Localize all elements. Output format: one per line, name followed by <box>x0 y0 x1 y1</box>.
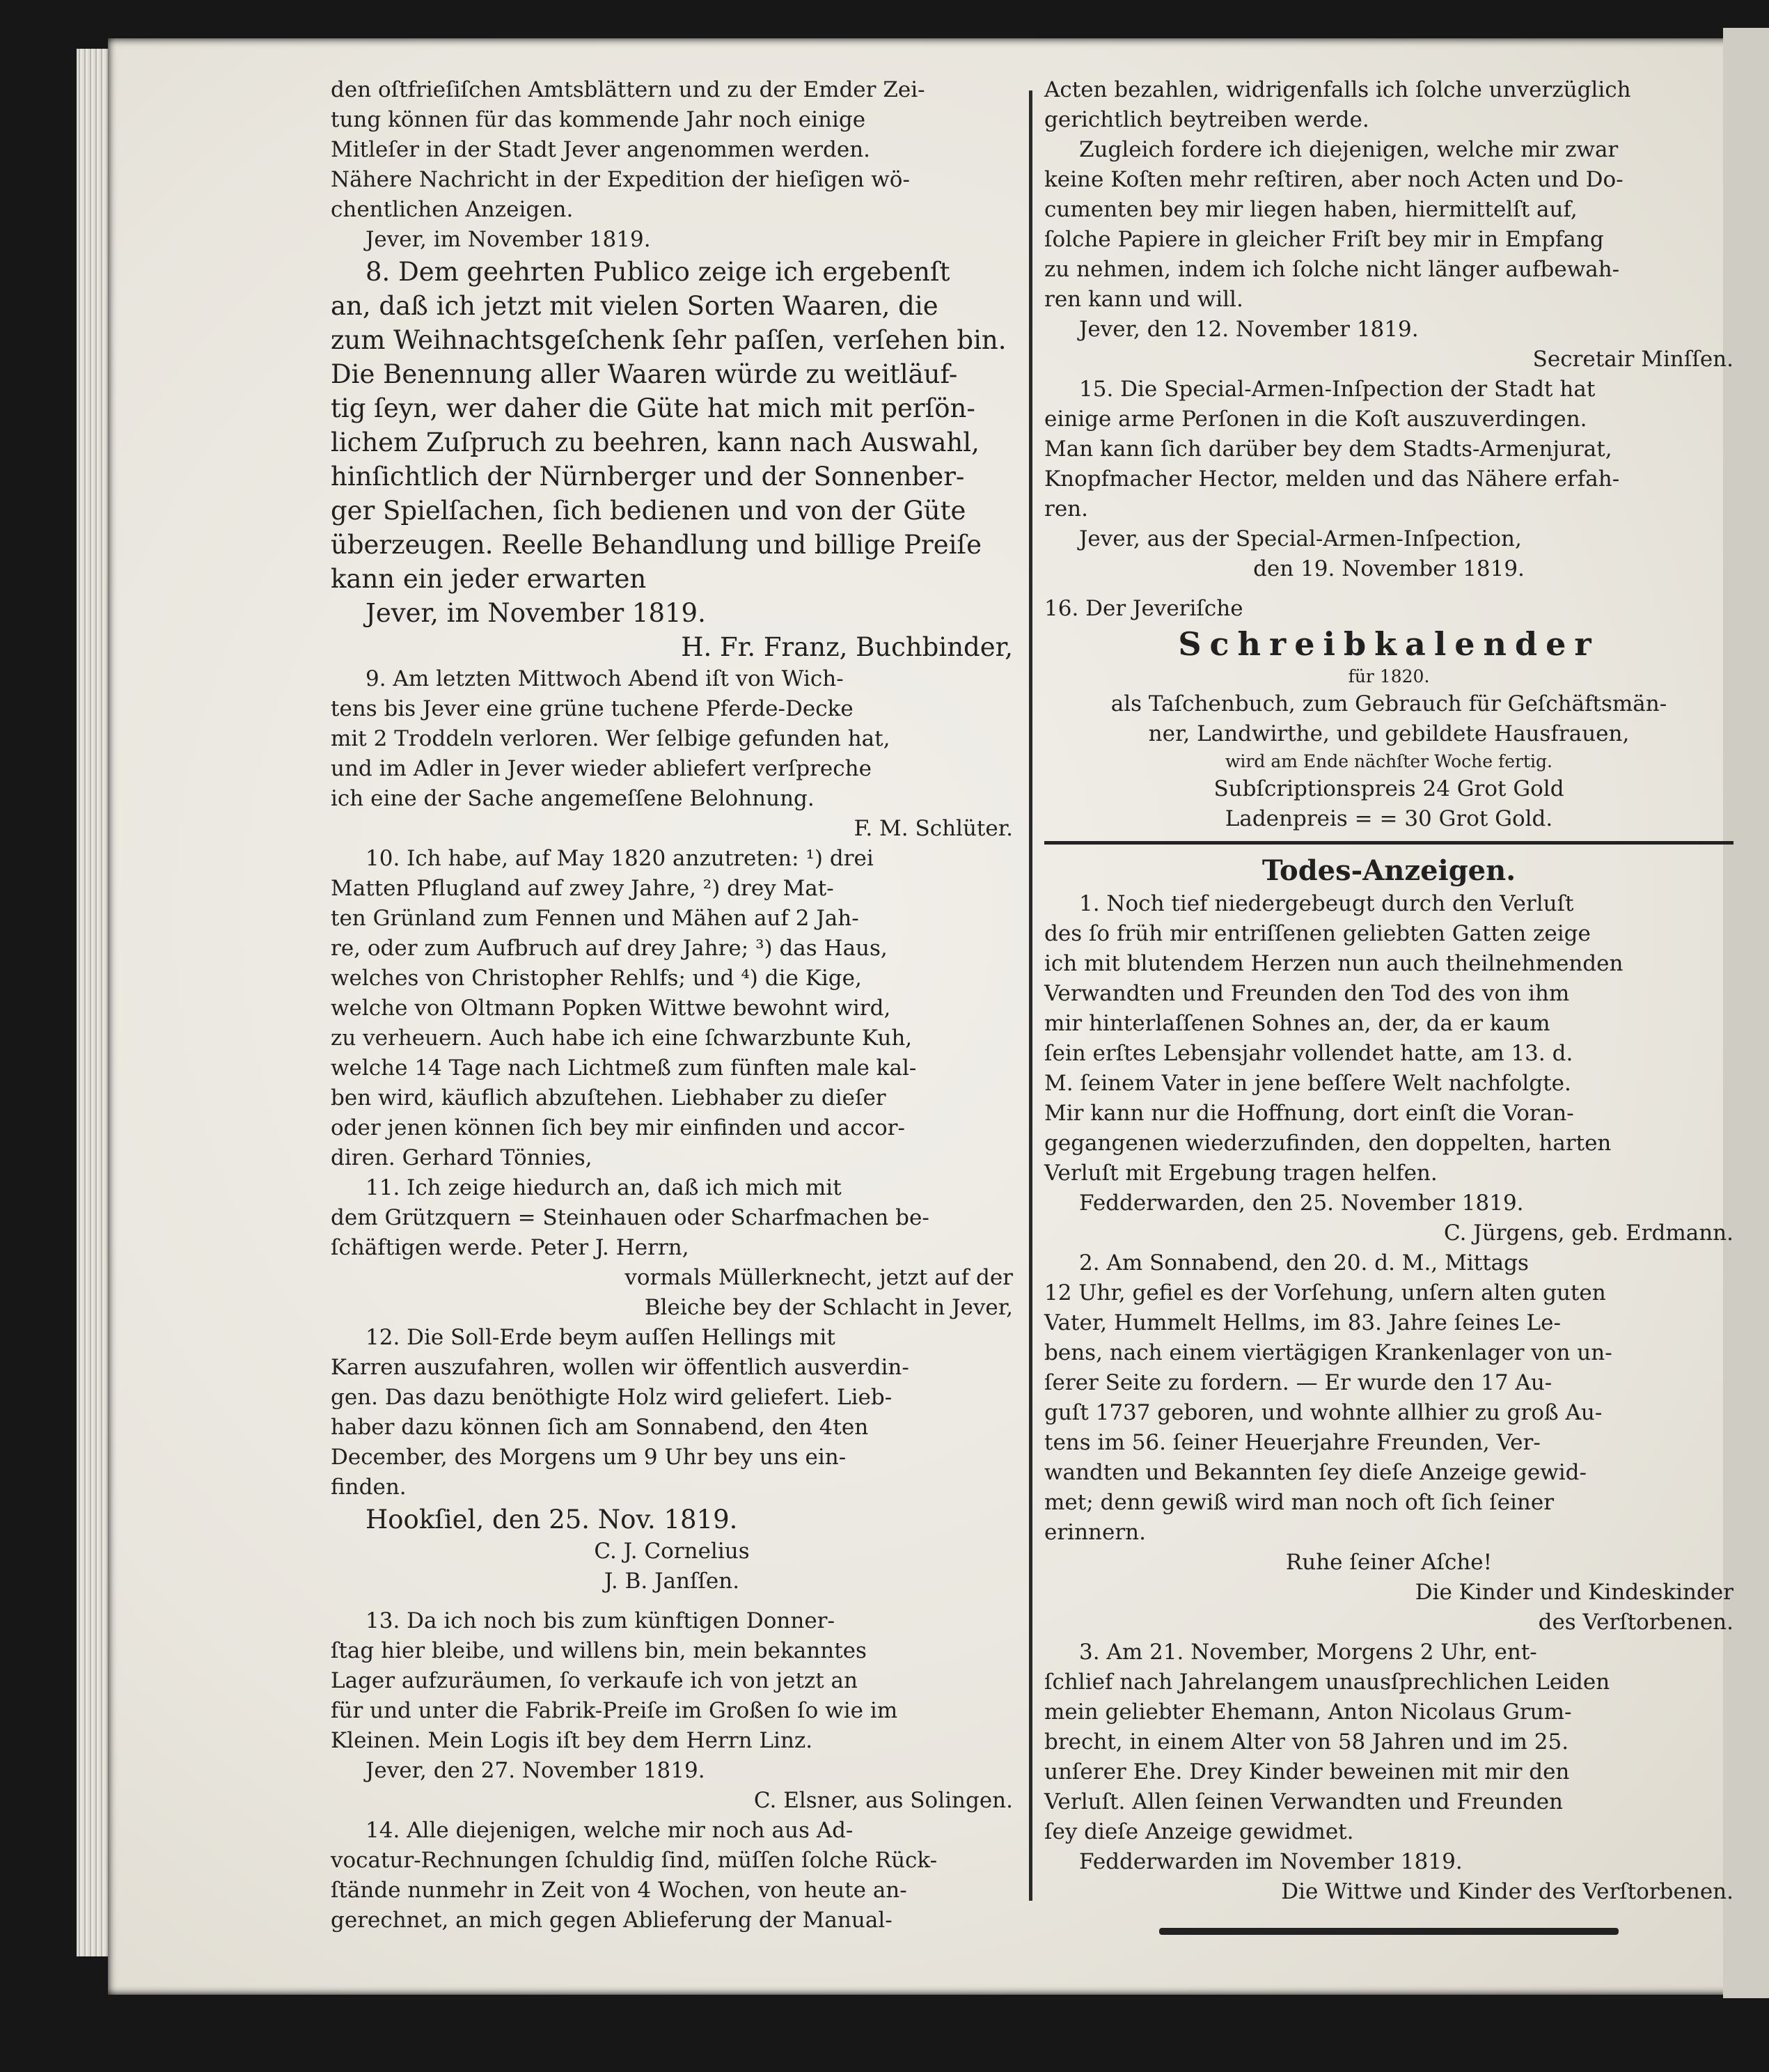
right-column-line: ſey dieſe Anzeige gewidmet. <box>1044 1819 1354 1844</box>
right-column-line: des Verſtorbenen. <box>1538 1610 1733 1635</box>
left-column-line: gen. Das dazu benöthigte Holz wird geliefert. Lieb- <box>331 1385 893 1410</box>
left-column-line: ger Spielſachen, ſich bedienen und von der Güte <box>331 496 966 526</box>
right-column-line: Die Wittwe und Kinder des Verſtorbenen. <box>1281 1879 1733 1904</box>
left-column-line: diren. Gerhard Tönnies, <box>331 1145 592 1170</box>
left-column-line: 13. Da ich noch bis zum künftigen Donner- <box>365 1608 835 1633</box>
right-column-line: zu nehmen, indem ich ſolche nicht länger aufbewah- <box>1044 257 1620 282</box>
left-column-line: ſchäftigen werde. Peter J. Herrn, <box>331 1235 689 1260</box>
right-column-line: Todes-Anzeigen. <box>1261 854 1516 887</box>
right-column-line: Schreibkalender <box>1178 625 1600 663</box>
left-column-line: finden. <box>331 1475 407 1500</box>
left-column-line: 9. Am letzten Mittwoch Abend iſt von Wich- <box>365 666 844 691</box>
right-column-line: 12 Uhr, gefiel es der Vorſehung, unſern alten guten <box>1044 1280 1606 1305</box>
right-column-line: Jever, aus der Special-Armen-Inſpection, <box>1079 526 1522 551</box>
left-column-line: Hookſiel, den 25. Nov. 1819. <box>365 1505 738 1535</box>
left-column <box>331 75 1013 1936</box>
left-column-line: lichem Zuſpruch zu beehren, kann nach Auswahl, <box>331 427 980 457</box>
right-column-line: wandten und Bekannten ſey dieſe Anzeige gewid- <box>1044 1460 1587 1485</box>
left-column-line: ten Grünland zum Fennen und Mähen auf 2 Jah- <box>331 906 859 931</box>
right-column-line: met; denn gewiß wird man noch oft ſich ſeiner <box>1044 1490 1555 1515</box>
left-column-line: mit 2 Troddeln verloren. Wer ſelbige gefunden hat, <box>331 726 890 751</box>
right-column-line: C. Jürgens, geb. Erdmann. <box>1443 1221 1733 1246</box>
left-column-line: Lager aufzuräumen, ſo verkaufe ich von jetzt an <box>331 1668 858 1693</box>
left-column-line: Karren auszufahren, wollen wir öffentlich ausverdin- <box>331 1355 909 1380</box>
right-column-line: einige arme Perſonen in die Koſt auszuverdingen. <box>1044 407 1587 432</box>
left-column-line: Kleinen. Mein Logis iſt bey dem Herrn Linz. <box>331 1728 813 1753</box>
right-column-line: gegangenen wiederzufinden, den doppelten, harten <box>1044 1131 1612 1156</box>
right-column-line: Secretair Minſſen. <box>1532 347 1733 372</box>
right-column-line: Fedderwarden, den 25. November 1819. <box>1079 1191 1524 1216</box>
left-column-line: den oſtfrieſiſchen Amtsblättern und zu der Emder Zei- <box>331 77 925 102</box>
right-column-line: Verwandten und Freunden den Tod des von ihm <box>1044 981 1570 1006</box>
left-column-line: Jever, im November 1819. <box>365 598 706 628</box>
left-column-line: überzeugen. Reelle Behandlung und billige Preiſe <box>331 530 982 560</box>
right-column-line: cumenten bey mir liegen haben, hiermittelſt auf, <box>1044 197 1578 222</box>
right-column-line: M. ſeinem Vater in jene beſſere Welt nachfolgte. <box>1044 1071 1571 1096</box>
left-column-line: zu verheuern. Auch habe ich eine ſchwarzbunte Kuh, <box>331 1026 913 1051</box>
left-column-line: Jever, den 27. November 1819. <box>365 1758 705 1783</box>
left-column-line: re, oder zum Aufbruch auf drey Jahre; ³) das Haus, <box>331 936 888 961</box>
left-column-line: tig ſeyn, wer daher die Güte hat mich mit perſön- <box>331 393 975 423</box>
right-column-line: gerichtlich beytreiben werde. <box>1044 107 1369 132</box>
right-column-line: ſchlief nach Jahrelangem unausſprechlichen Leiden <box>1044 1670 1610 1695</box>
right-column-line: 15. Die Special-Armen-Inſpection der Stadt hat <box>1079 377 1596 402</box>
left-column-line: 10. Ich habe, auf May 1820 anzutreten: ¹) drei <box>365 846 874 871</box>
left-column-line: December, des Morgens um 9 Uhr bey uns ein- <box>331 1445 847 1470</box>
right-column-line: Zugleich fordere ich diejenigen, welche mir zwar <box>1079 137 1619 162</box>
right-column-line: Man kann ſich darüber bey dem Stadts-Armenjurat, <box>1044 437 1612 462</box>
left-column-line: vocatur-Rechnungen ſchuldig ſind, müſſen ſolche Rück- <box>331 1848 938 1873</box>
right-column-line: des ſo früh mir entriſſenen geliebten Gatten zeige <box>1044 921 1591 946</box>
left-column-line: 8. Dem geehrten Publico zeige ich ergebenſt <box>365 257 950 287</box>
left-column-line: H. Fr. Franz, Buchbinder, <box>681 632 1013 662</box>
left-column-line: F. M. Schlüter. <box>854 816 1013 841</box>
right-column-line: wird am Ende nächſter Woche fertig. <box>1225 751 1552 771</box>
left-column-line: Jever, im November 1819. <box>365 227 651 252</box>
left-column-line: ich eine der Sache angemeſſene Belohnung. <box>331 786 815 811</box>
right-column-line: Acten bezahlen, widrigenfalls ich ſolche unverzüglich <box>1044 77 1631 102</box>
left-column-line: Bleiche bey der Schlacht in Jever, <box>644 1295 1013 1320</box>
right-column-line: 16. Der Jeveriſche <box>1044 596 1243 621</box>
left-column-line: C. J. Cornelius <box>594 1539 750 1564</box>
right-column-line: für 1820. <box>1348 666 1430 686</box>
right-column-line: Mir kann nur die Hoffnung, dort einſt die Voran- <box>1044 1101 1574 1126</box>
left-column-line: welche von Oltmann Popken Wittwe bewohnt wird, <box>331 996 891 1021</box>
right-column-line: brecht, in einem Alter von 58 Jahren und im 25. <box>1044 1729 1569 1755</box>
right-column-line: ſerer Seite zu fordern. — Er wurde den 17 Au- <box>1044 1370 1552 1395</box>
right-column-line: guſt 1737 geboren, und wohnte allhier zu groß Au- <box>1044 1400 1603 1425</box>
right-column-line: Vater, Hummelt Hellms, im 83. Jahre ſeines Le- <box>1044 1310 1561 1335</box>
right-column-line: ſolche Papiere in gleicher Friſt bey mir in Empfang <box>1044 227 1604 252</box>
left-column-line: ben wird, käuflich abzuſtehen. Liebhaber zu dieſer <box>331 1085 886 1110</box>
left-column-line: für und unter die Fabrik-Preiſe im Großen ſo wie im <box>331 1698 898 1723</box>
left-column-line: J. B. Janſſen. <box>604 1569 740 1594</box>
right-column-line: mir hinterlaſſenen Sohnes an, der, da er kaum <box>1044 1011 1550 1036</box>
left-column-line: oder jenen können ſich bey mir einfinden und accor- <box>331 1115 905 1140</box>
right-column-line <box>1159 1928 1619 1935</box>
right-column-line: mein geliebter Ehemann, Anton Nicolaus Grum- <box>1044 1700 1572 1725</box>
left-column-line: chentlichen Anzeigen. <box>331 197 574 222</box>
right-column-line: ren. <box>1044 496 1088 521</box>
left-column-line: hinſichtlich der Nürnberger und der Sonnenber- <box>331 462 965 492</box>
right-column-line: Subſcriptionspreis 24 Grot Gold <box>1213 776 1564 801</box>
right-column-line: Verluſt. Allen ſeinen Verwandten und Freunden <box>1044 1789 1564 1814</box>
left-column-line: zum Weihnachtsgeſchenk ſehr paſſen, verſehen bin. <box>331 325 1007 355</box>
right-column-line: 3. Am 21. November, Morgens 2 Uhr, ent- <box>1079 1640 1537 1665</box>
left-column-line: und im Adler in Jever wieder abliefert verſpreche <box>331 756 872 781</box>
right-column-line: tens im 56. ſeiner Heuerjahre Freunden, Ver- <box>1044 1430 1541 1455</box>
right-column-line: erinnern. <box>1044 1520 1146 1545</box>
left-column-line: C. Elsner, aus Solingen. <box>753 1788 1013 1813</box>
left-column-line: 11. Ich zeige hiedurch an, daß ich mich mit <box>365 1175 842 1200</box>
column-divider <box>1029 91 1032 1901</box>
left-column-line: gerechnet, an mich gegen Ablieferung der Manual- <box>331 1908 893 1933</box>
left-column-line <box>331 1596 1013 1606</box>
right-column-line: ren kann und will. <box>1044 287 1243 312</box>
left-column-line: kann ein jeder erwarten <box>331 564 647 594</box>
left-column-line: dem Grützquern = Steinhauen oder Scharfmachen be- <box>331 1205 929 1230</box>
right-column-line: 2. Am Sonnabend, den 20. d. M., Mittags <box>1079 1250 1529 1276</box>
right-column-line <box>1044 584 1733 594</box>
left-column-line: welches von Christopher Rehlfs; und ⁴) die Kige, <box>331 966 862 991</box>
left-column-line: 12. Die Soll-Erde beym auſſen Hellings mit <box>365 1325 835 1350</box>
left-column-line: tens bis Jever eine grüne tuchene Pferde-Decke <box>331 696 854 721</box>
left-column-line: Nähere Nachricht in der Expedition der hieſigen wö- <box>331 167 910 192</box>
left-column-line: 14. Alle diejenigen, welche mir noch aus Ad- <box>365 1818 854 1843</box>
right-column-line <box>1044 841 1733 845</box>
right-column-line: bens, nach einem viertägigen Krankenlager von un- <box>1044 1340 1612 1365</box>
left-column-line: tung können für das kommende Jahr noch einige <box>331 107 866 132</box>
right-column-line: keine Koſten mehr reſtiren, aber noch Acten und Do- <box>1044 167 1623 192</box>
right-column-line: Ladenpreis = = 30 Grot Gold. <box>1225 806 1553 831</box>
right-column-line: Ruhe ſeiner Aſche! <box>1285 1550 1493 1575</box>
right-column-line: Die Kinder und Kindeskinder <box>1415 1580 1733 1605</box>
left-column-line: an, daß ich jetzt mit vielen Sorten Waaren, die <box>331 291 938 321</box>
right-column-line: unſerer Ehe. Drey Kinder beweinen mit mir den <box>1044 1759 1570 1784</box>
right-column-line: Knopfmacher Hector, melden und das Nähere erfah- <box>1044 466 1620 492</box>
right-column-line: Verluſt mit Ergebung tragen helfen. <box>1044 1161 1438 1186</box>
right-column-line: 1. Noch tief niedergebeugt durch den Verluſt <box>1079 891 1574 916</box>
right-column-line: ſein erſtes Lebensjahr vollendet hatte, am 13. d. <box>1044 1041 1573 1066</box>
right-column-line: Jever, den 12. November 1819. <box>1079 317 1419 342</box>
right-column-line: ner, Landwirthe, und gebildete Hausfrauen, <box>1148 721 1630 746</box>
right-column-line: Fedderwarden im November 1819. <box>1079 1849 1463 1874</box>
right-column-line: ich mit blutendem Herzen nun auch theilnehmenden <box>1044 951 1623 976</box>
right-column <box>1044 75 1733 1935</box>
left-column-line: Matten Pflugland auf zwey Jahre, ²) drey Mat- <box>331 876 834 901</box>
left-column-line: haber dazu können ſich am Sonnabend, den 4ten <box>331 1415 869 1440</box>
left-column-line: ſtag hier bleibe, und willens bin, mein bekanntes <box>331 1638 867 1663</box>
left-column-line: vormals Müllerknecht, jetzt auf der <box>624 1265 1013 1290</box>
right-column-line: als Taſchenbuch, zum Gebrauch für Geſchäftsmän- <box>1110 691 1667 716</box>
left-column-line: Die Benennung aller Waaren würde zu weitläuf- <box>331 359 958 389</box>
left-column-line: ſtände nunmehr in Zeit von 4 Wochen, von heute an- <box>331 1878 907 1903</box>
left-column-line: welche 14 Tage nach Lichtmeß zum fünften male kal- <box>331 1055 917 1081</box>
right-column-line: den 19. November 1819. <box>1253 556 1525 581</box>
left-column-line: Mitleſer in der Stadt Jever angenommen werden. <box>331 137 871 162</box>
